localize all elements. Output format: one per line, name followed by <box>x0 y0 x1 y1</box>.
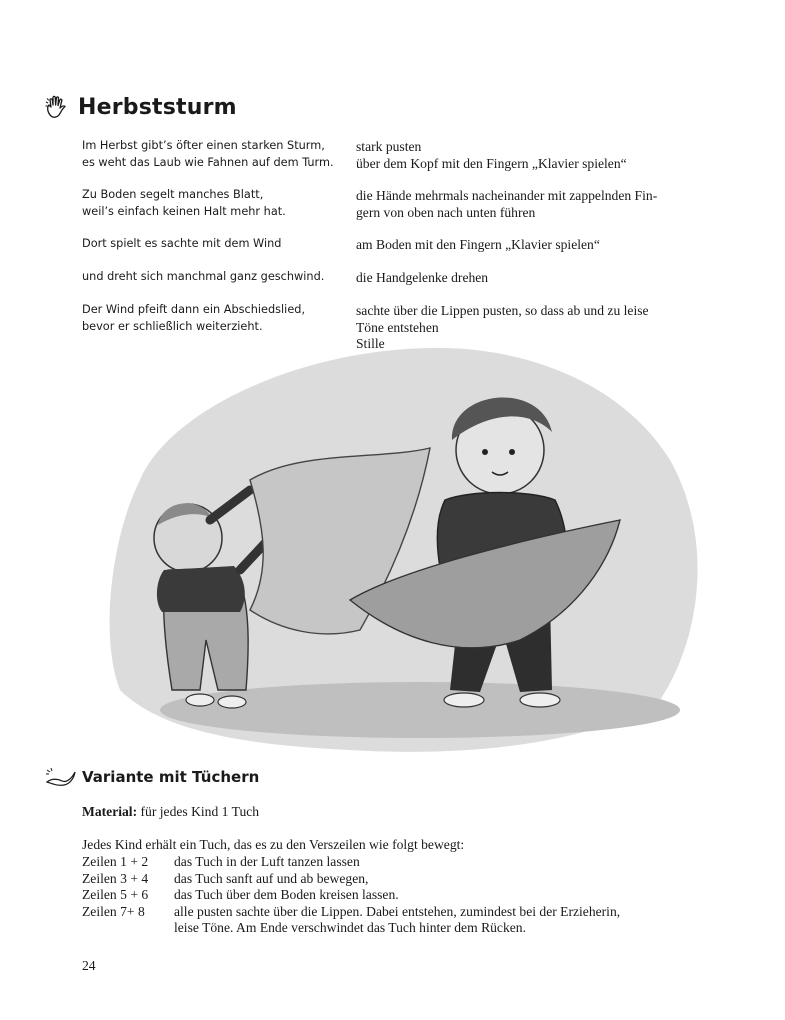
instruction-label: Zeilen 5 + 6 <box>82 887 149 902</box>
instruction-row <box>82 854 714 871</box>
instruction-text: das Tuch sanft auf und ab bewegen, <box>174 870 369 886</box>
movement-line: Stille <box>356 336 385 351</box>
instruction-row <box>82 887 714 904</box>
instruction-text: das Tuch in der Luft tanzen lassen <box>174 854 360 869</box>
scarf-icon <box>44 766 78 788</box>
page-title: Herbststurm <box>78 94 237 120</box>
variant-title: Variante mit Tüchern <box>82 768 260 786</box>
verse-line: Der Wind pfeift dann ein Abschiedslied, <box>82 303 306 316</box>
verse-line: und dreht sich manchmal ganz geschwind. <box>82 270 325 283</box>
material-line <box>82 804 259 821</box>
verse-line: Zu Boden segelt manches Blatt, <box>82 188 264 201</box>
verse-line: bevor er schließlich weiterzieht. <box>82 319 263 333</box>
verse-line: Im Herbst gibt’s öfter einen starken Sturm, <box>82 139 325 152</box>
verse-row <box>82 236 722 269</box>
instruction-text: leise Töne. Am Ende verschwindet das Tuch hinter dem Rücken. <box>174 920 526 935</box>
heading <box>44 94 237 120</box>
waving-hand-icon <box>44 94 70 120</box>
verse-line: Dort spielt es sachte mit dem Wind <box>82 237 282 250</box>
instruction-text: alle pusten sachte über die Lippen. Dabei entstehen, zumindest bei der Erzieherin, <box>174 903 621 919</box>
material-text: für jedes Kind 1 Tuch <box>137 804 260 819</box>
instruction-label: Zeilen 3 + 4 <box>82 870 149 886</box>
movement-line: am Boden mit den Fingern „Klavier spielen“ <box>356 237 600 252</box>
movement-line: gern von oben nach unten führen <box>356 204 536 220</box>
movement-line: sachte über die Lippen pusten, so dass ab und zu leise <box>356 303 649 318</box>
verse-row <box>82 138 722 187</box>
movement-line: die Hände mehrmals nacheinander mit zappelnden Fin- <box>356 188 658 203</box>
movement-line: Töne entstehen <box>356 319 439 335</box>
line-instructions <box>82 854 714 937</box>
movement-line: die Handgelenke drehen <box>356 270 489 285</box>
instruction-text: das Tuch über dem Boden kreisen lassen. <box>174 887 399 902</box>
verse-line: weil’s einfach keinen Halt mehr hat. <box>82 204 286 218</box>
variant-heading <box>44 766 259 788</box>
instruction-label: Zeilen 1 + 2 <box>82 854 149 869</box>
movement-line: über dem Kopf mit den Fingern „Klavier spielen“ <box>356 155 627 171</box>
verse-row <box>82 187 722 236</box>
verse-line: es weht das Laub wie Fahnen auf dem Turm. <box>82 155 334 169</box>
movement-line: stark pusten <box>356 139 422 154</box>
verse-table <box>82 138 722 352</box>
page-number: 24 <box>82 958 96 973</box>
intro-text: Jedes Kind erhält ein Tuch, das es zu den Verszeilen wie folgt bewegt: <box>82 837 465 852</box>
instruction-row <box>82 904 714 937</box>
children-with-cloths-illustration <box>100 340 720 760</box>
instruction-row <box>82 871 714 888</box>
material-label: Material: <box>82 804 138 819</box>
verse-row <box>82 269 722 302</box>
instruction-label: Zeilen 7+ 8 <box>82 903 145 919</box>
